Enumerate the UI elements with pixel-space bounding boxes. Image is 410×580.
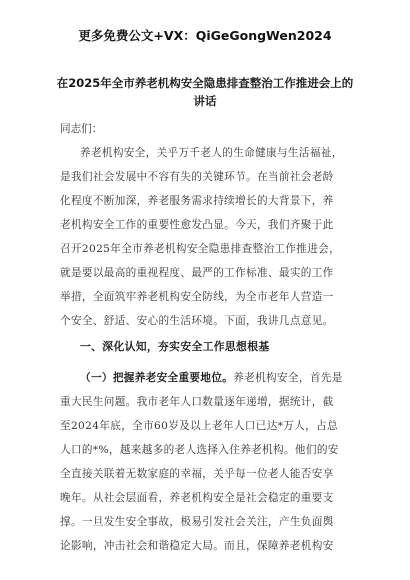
section-heading-block <box>60 335 360 359</box>
subsection-paragraph <box>60 366 360 558</box>
paragraph-line: 晚年。从社会层面看，养老机构安全是社会稳定的重要支 <box>60 492 334 504</box>
paragraph-line: 至2024年底，全市60岁及以上老年人口已达*万人，占总 <box>60 420 339 432</box>
paragraph-line: 人口的*%，越来越多的老人选择入住养老机构。他们的安 <box>60 444 339 456</box>
paragraph-line: 个安全、舒适、安心的生活环境。下面，我讲几点意见。 <box>60 315 334 327</box>
title-line-1: 在2025年全市养老机构安全隐患排查整治工作推进会上的 <box>56 76 354 90</box>
paragraph-line: 老机构安全工作的重要性愈发凸显。今天，我们齐聚于此 <box>60 219 334 231</box>
subsection-first-rest: 养老机构安全，首先是 <box>233 372 343 384</box>
paragraph-line: 重大民生问题。我市老年人口数量逐年递增，据统计，截 <box>60 396 334 408</box>
paragraph-line: 是我们社会发展中不容有失的关键环节。在当前社会老龄 <box>60 171 334 183</box>
watermark-text: 更多免费公文+VX：QiGeGongWen2024 <box>78 28 332 43</box>
section-heading: 一、深化认知，夯实安全工作思想根基 <box>80 340 270 353</box>
paragraph-line: 举措，全面筑牢养老机构安全防线，为全市老年人营造一 <box>60 291 334 303</box>
paragraph-line: 就是要以最高的重视程度、最严的工作标准、最实的工作 <box>60 267 334 279</box>
subsection-heading: （一）把握养老安全重要地位。 <box>80 372 234 384</box>
paragraph-line: 养老机构安全，关乎万千老人的生命健康与生活福祉， <box>80 147 343 159</box>
paragraph-line <box>60 366 360 390</box>
paragraph-line: 召开2025年全市养老机构安全隐患排查整治工作推进会， <box>60 243 341 255</box>
salutation: 同志们： <box>60 123 103 135</box>
intro-paragraph <box>60 141 360 333</box>
paragraph-line: 论影响，冲击社会和谐稳定大局。而且，保障养老机构安 <box>60 540 334 552</box>
paragraph-line: 撑。一旦发生安全事故，极易引发社会关注，产生负面舆 <box>60 516 334 528</box>
paragraph-line: 化程度不断加深，养老服务需求持续增长的大背景下，养 <box>60 195 334 207</box>
paragraph-line: 全直接关联着无数家庭的幸福，关乎每一位老人能否安享 <box>60 468 334 480</box>
document-title <box>30 74 380 110</box>
title-line-2: 讲话 <box>193 94 217 108</box>
